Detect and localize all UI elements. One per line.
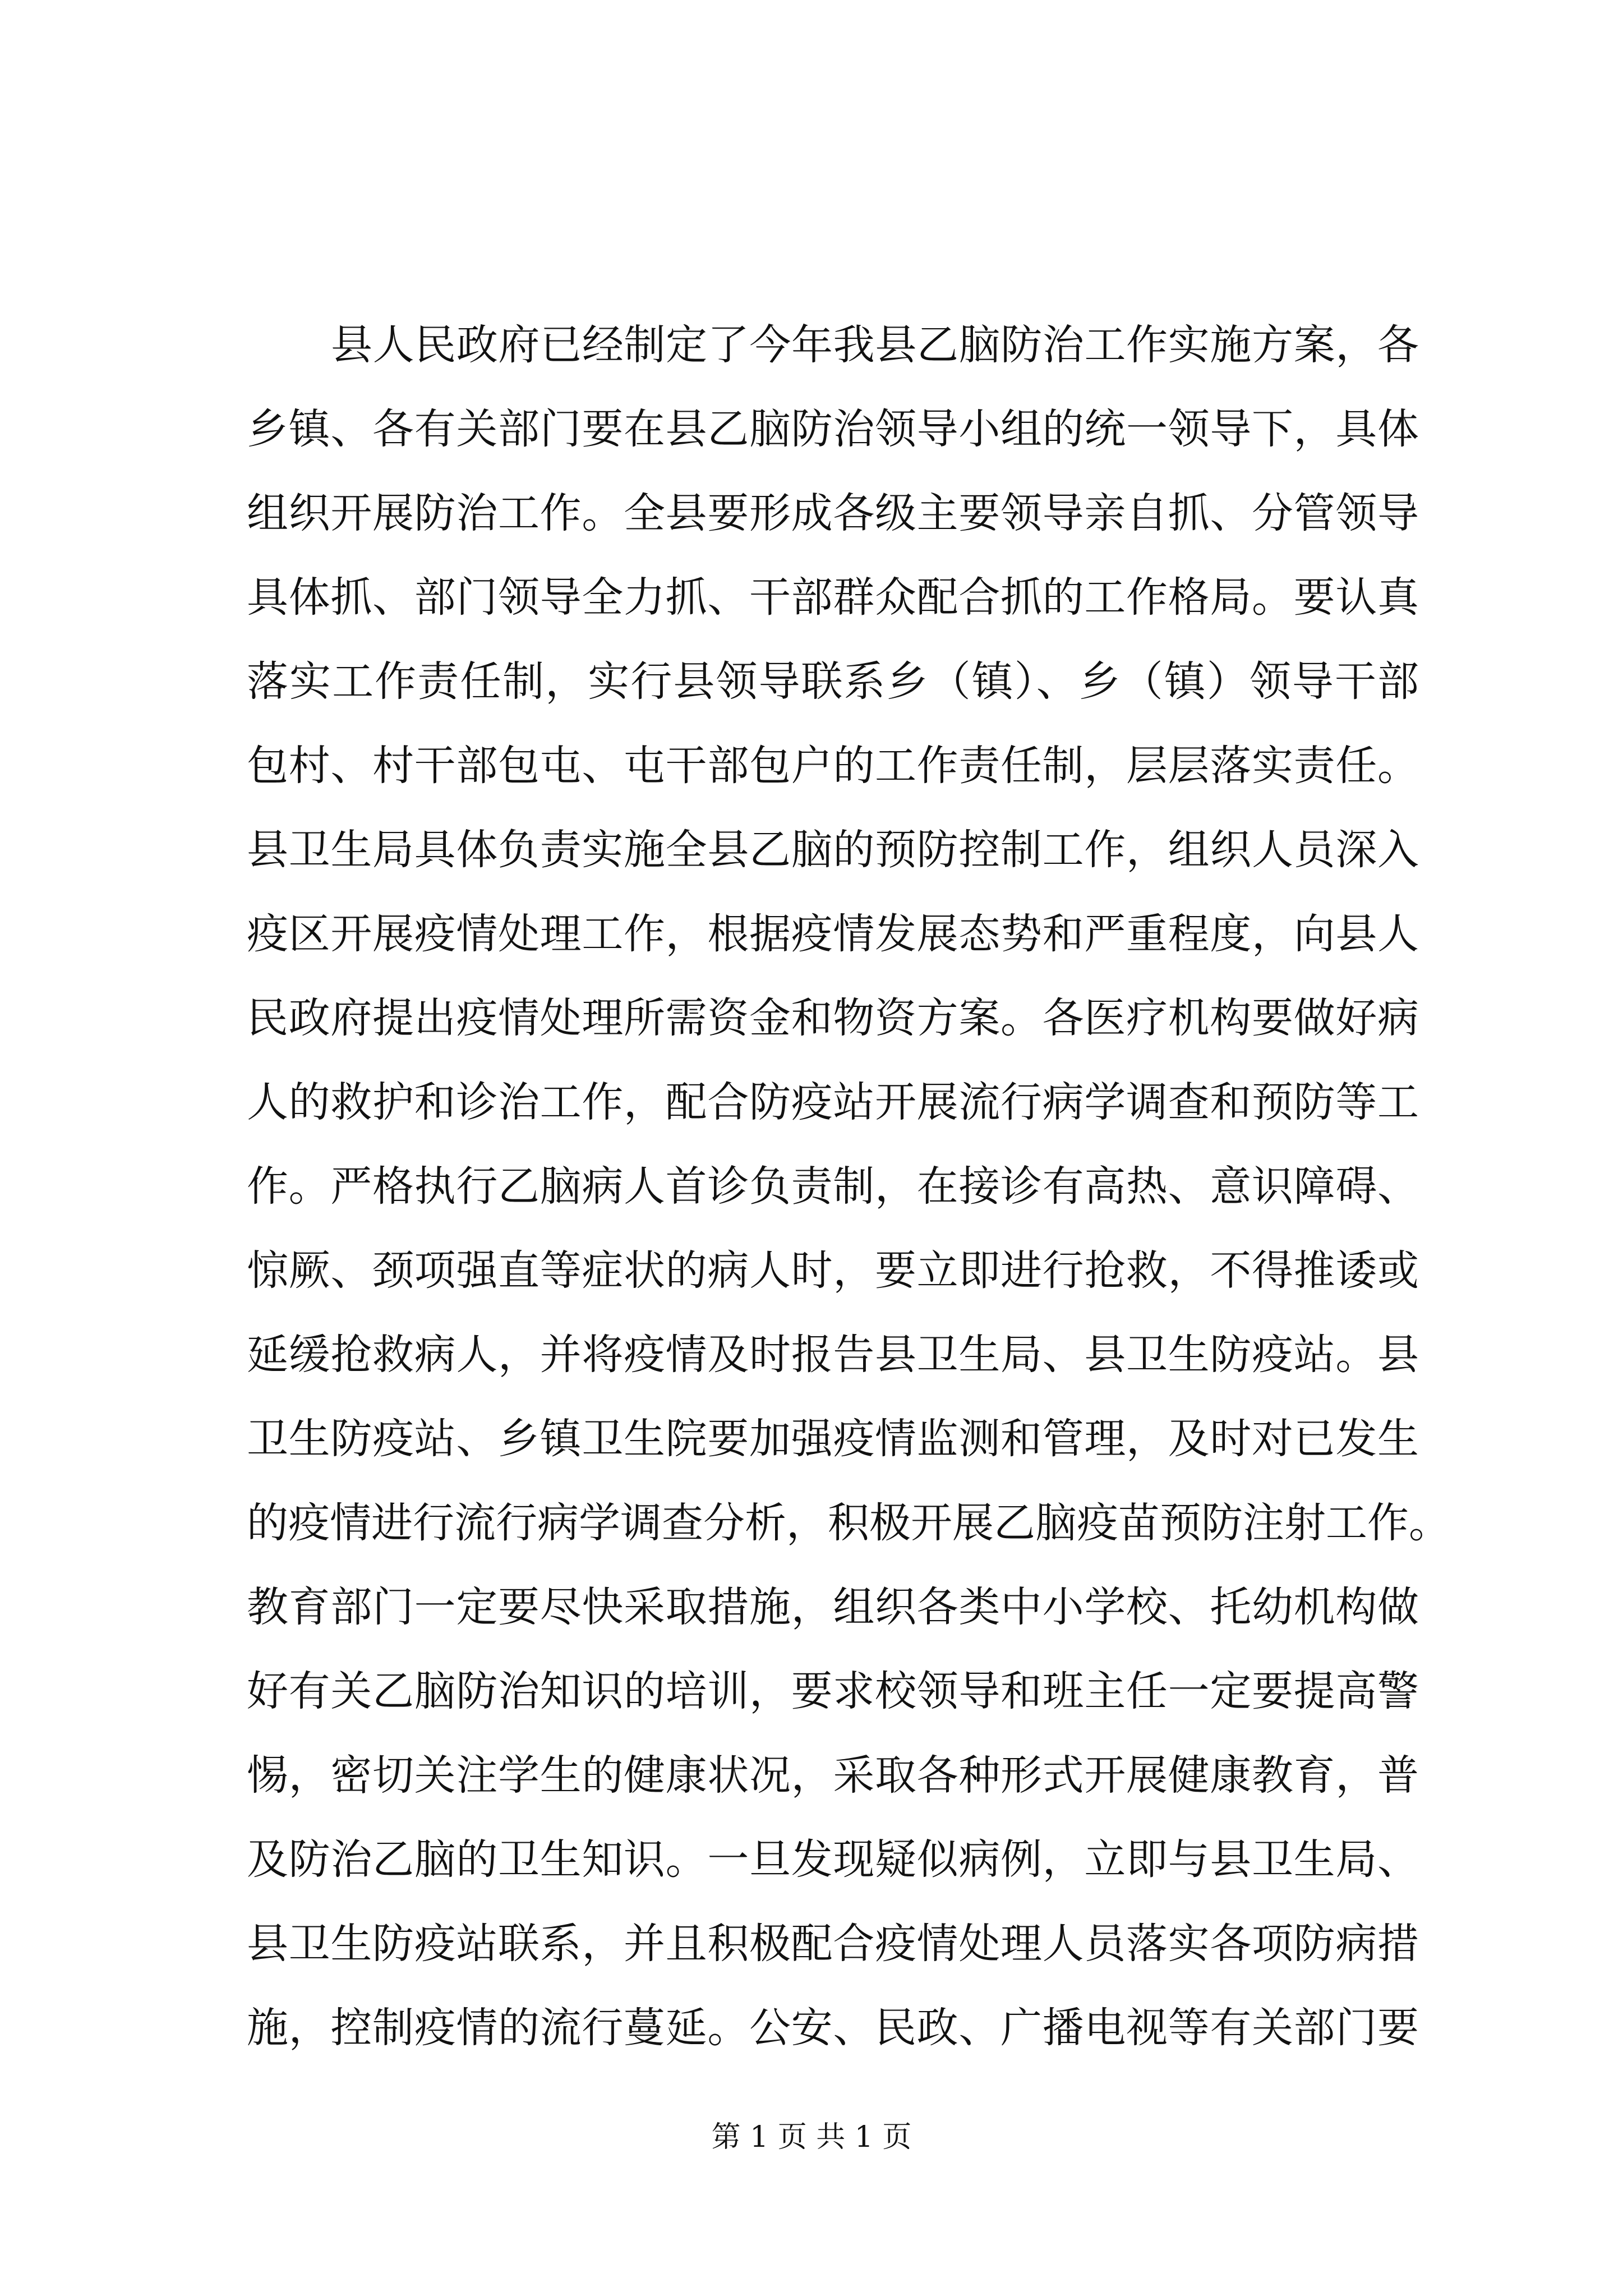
text-line: 惕，密切关注学生的健康状况，采取各种形式开展健康教育，普 [247, 1751, 1419, 1800]
page-number-label: 第 1 页 共 1 页 [711, 2120, 912, 2154]
text-line: 的疫情进行流行病学调查分析，积极开展乙脑疫苗预防注射工作。 [247, 1499, 1450, 1547]
text-line: 县卫生防疫站联系，并且积极配合疫情处理人员落实各项防病措 [247, 1920, 1419, 1968]
text-line: 民政府提出疫情处理所需资金和物资方案。各医疗机构要做好病 [247, 994, 1419, 1042]
text-line: 包村、村干部包屯、屯干部包户的工作责任制，层层落实责任。 [247, 742, 1419, 790]
body-paragraph [247, 303, 1450, 2070]
text-line: 乡镇、各有关部门要在县乙脑防治领导小组的统一领导下，具体 [247, 405, 1419, 453]
text-line: 人的救护和诊治工作，配合防疫站开展流行病学调查和预防等工 [247, 1078, 1419, 1126]
text-line: 县人民政府已经制定了今年我县乙脑防治工作实施方案，各 [331, 321, 1419, 369]
text-line: 延缓抢救病人，并将疫情及时报告县卫生局、县卫生防疫站。县 [247, 1331, 1419, 1379]
text-line: 作。严格执行乙脑病人首诊负责制，在接诊有高热、意识障碍、 [247, 1162, 1419, 1211]
text-line: 落实工作责任制，实行县领导联系乡（镇）、乡（镇）领导干部 [247, 657, 1419, 706]
text-line: 及防治乙脑的卫生知识。一旦发现疑似病例，立即与县卫生局、 [247, 1835, 1419, 1884]
text-line: 惊厥、颈项强直等症状的病人时，要立即进行抢救，不得推诿或 [247, 1246, 1419, 1295]
text-line: 好有关乙脑防治知识的培训，要求校领导和班主任一定要提高警 [247, 1667, 1419, 1715]
text-line: 疫区开展疫情处理工作，根据疫情发展态势和严重程度，向县人 [247, 910, 1419, 958]
text-line: 组织开展防治工作。全县要形成各级主要领导亲自抓、分管领导 [247, 489, 1419, 537]
text-line: 县卫生局具体负责实施全县乙脑的预防控制工作，组织人员深入 [247, 826, 1419, 874]
text-line: 具体抓、部门领导全力抓、干部群众配合抓的工作格局。要认真 [247, 573, 1419, 622]
text-line: 教育部门一定要尽快采取措施，组织各类中小学校、托幼机构做 [247, 1583, 1419, 1631]
page-footer [0, 2115, 1623, 2160]
text-line: 卫生防疫站、乡镇卫生院要加强疫情监测和管理，及时对已发生 [247, 1415, 1419, 1463]
text-line: 施，控制疫情的流行蔓延。公安、民政、广播电视等有关部门要 [247, 2004, 1419, 2052]
